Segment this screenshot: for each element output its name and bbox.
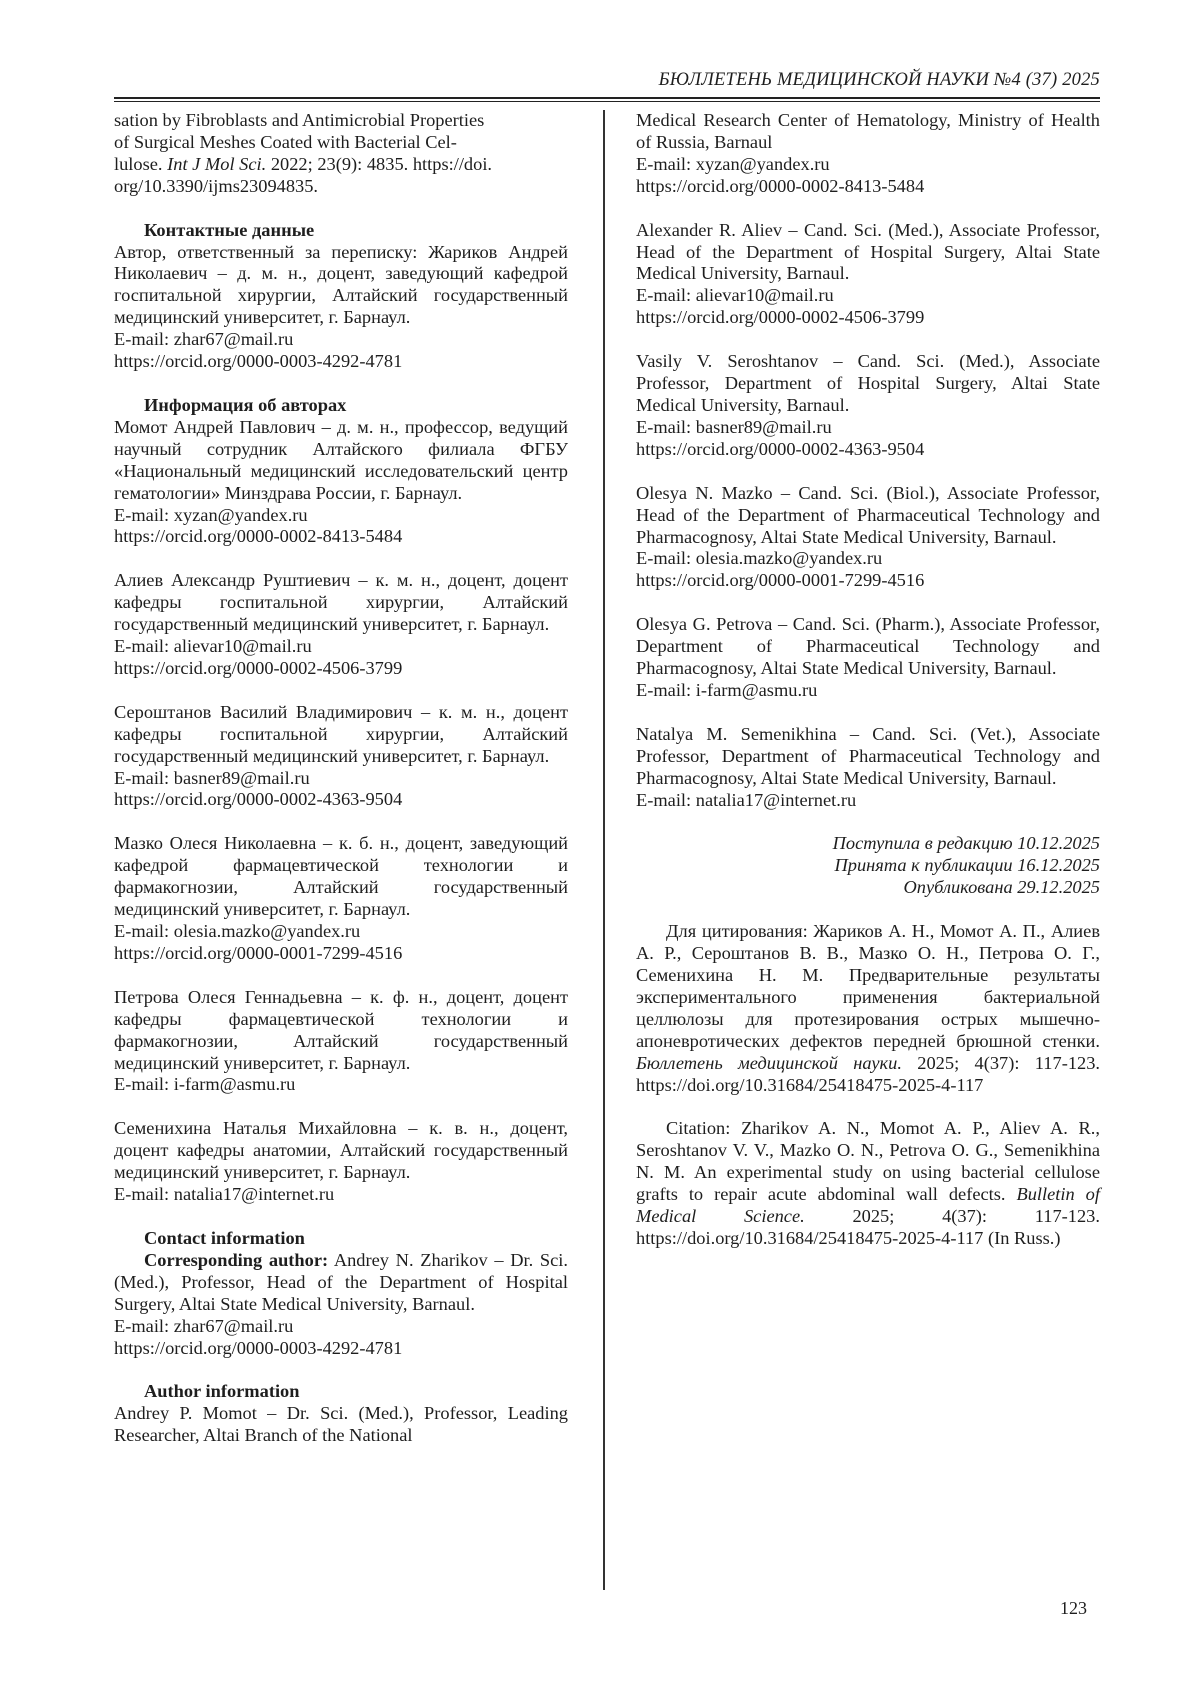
email-link[interactable]: E-mail: natalia17@internet.ru: [114, 1184, 335, 1205]
email-link[interactable]: E-mail: alievar10@mail.ru: [114, 636, 312, 657]
email-link[interactable]: E-mail: xyzan@yandex.ru: [636, 153, 830, 174]
author-text: Medical Research Center of Hematology, Ministry of Health of Russia, Barnaul: [636, 110, 1100, 152]
email-link[interactable]: E-mail: basner89@mail.ru: [114, 767, 310, 788]
received-date: Поступила в редакцию 10.12.2025: [832, 833, 1100, 854]
journal-header: БЮЛЛЕТЕНЬ МЕДИЦИНСКОЙ НАУКИ №4 (37) 2025: [658, 70, 1100, 90]
page-number: 123: [1060, 1598, 1087, 1618]
citation-text: Citation: Zharikov A. N., Momot A. P., Aliev A. R., Seroshtanov V. V., Mazko O. N., Petrova O. G., Semenikhina N. M. An experimental study on using bacterial cellulose grafts to repair acute abdominal wall defects.: [636, 1118, 1100, 1205]
orcid-link[interactable]: https://orcid.org/0000-0002-8413-5484: [636, 175, 925, 196]
orcid-link[interactable]: https://orcid.org/0000-0001-7299-4516: [114, 942, 403, 963]
author-en-entry: [636, 351, 1100, 461]
publication-dates: [636, 833, 1100, 899]
author-en-entry: [636, 110, 1100, 198]
email-link[interactable]: E-mail: zhar67@mail.ru: [114, 1315, 294, 1336]
reference-text[interactable]: 2022; 23(9): 4835. https://doi.: [270, 153, 493, 174]
email-link[interactable]: E-mail: i-farm@asmu.ru: [636, 679, 818, 700]
author-text: Natalya M. Semenikhina – Cand. Sci. (Vet.), Associate Professor, Department of Pharmaceutical Technology and Pharmacognosy, Altai State Medical University, Barnaul.: [636, 723, 1100, 788]
contact-ru-text: Автор, ответственный за переписку: Жариков Андрей Николаевич – д. м. н., доцент, заведующий кафедрой госпитальной хирургии, Алтайский государственный медицинский университет, г. Барнаул.: [114, 241, 568, 328]
author-ru-entry: [114, 987, 568, 1097]
author-text: Vasily V. Seroshtanov – Cand. Sci. (Med.), Associate Professor, Department of Hospital Surgery, Altai State Medical University, Barnaul.: [636, 351, 1100, 415]
author-info-en-section: [114, 1381, 568, 1447]
orcid-link[interactable]: https://orcid.org/0000-0001-7299-4516: [636, 570, 925, 591]
reference-text: lulose.: [114, 153, 163, 174]
author-text: Алиев Александр Руштиевич – к. м. н., доцент, доцент кафедры госпитальной хирургии, Алтайский государственный медицинский университет, г. Барнаул.: [114, 570, 568, 635]
citation-journal: Bulletin of Medical Science.: [636, 1184, 1100, 1227]
email-link[interactable]: E-mail: olesia.mazko@yandex.ru: [636, 548, 883, 569]
author-text: Семенихина Наталья Михайловна – к. в. н., доцент, доцент кафедры анатомии, Алтайский государственный медицинский университет, г. Барнаул.: [114, 1118, 568, 1183]
author-en-entry: [636, 614, 1100, 702]
orcid-link[interactable]: https://orcid.org/0000-0002-4506-3799: [636, 307, 925, 328]
orcid-link[interactable]: https://orcid.org/0000-0002-8413-5484: [114, 526, 403, 547]
published-date: Опубликована 29.12.2025: [903, 877, 1100, 898]
author-ru-entry: [114, 1118, 568, 1206]
orcid-link[interactable]: https://orcid.org/0000-0002-4363-9504: [636, 438, 925, 459]
reference-line: of Surgical Meshes Coated with Bacterial Cel-: [114, 131, 457, 152]
reference-line: sation by Fibroblasts and Antimicrobial Properties: [114, 110, 485, 130]
citation-text: Для цитирования: Жариков А. Н., Момот А. П., Алиев А. Р., Сероштанов В. В., Мазко О. Н., Петрова О. Г., Семенихина Н. М. Предварительные результаты экспериментального применения бактериальной целлюлозы для протезирования острых мышечно-апоневротических дефектов передней брюшной стенки.: [636, 921, 1100, 1051]
corresponding-label: Corresponding author:: [144, 1249, 329, 1270]
author-text: Olesya N. Mazko – Cand. Sci. (Biol.), Associate Professor, Head of the Department of Pharmaceutical Technology and Pharmacognosy, Altai State Medical University, Barnaul.: [636, 482, 1100, 547]
citation-ru: [636, 921, 1100, 1096]
contact-en-text: Andrey N. Zharikov – Dr. Sci. (Med.), Professor, Head of the Department of Hospital Surgery, Altai State Medical University, Barnaul.: [114, 1249, 568, 1314]
author-ru-entry: [114, 570, 568, 680]
reference-doi[interactable]: org/10.3390/ijms23094835.: [114, 175, 319, 196]
email-link[interactable]: E-mail: basner89@mail.ru: [636, 416, 832, 437]
author-text: Сероштанов Василий Владимирович – к. м. н., доцент кафедры госпитальной хирургии, Алтайский государственный медицинский университет, г. Барнаул.: [114, 701, 568, 766]
right-column: [636, 110, 1100, 1272]
email-link[interactable]: E-mail: natalia17@internet.ru: [636, 789, 857, 810]
left-column: [114, 110, 568, 1469]
column-divider: [603, 110, 605, 1590]
reference-journal: Int J Mol Sci.: [167, 153, 267, 174]
orcid-link[interactable]: https://orcid.org/0000-0002-4506-3799: [114, 657, 403, 678]
author-text: Alexander R. Aliev – Cand. Sci. (Med.), Associate Professor, Head of the Department of Hospital Surgery, Altai State Medical University, Barnaul.: [636, 219, 1100, 284]
section-heading: Информация об авторах: [144, 394, 347, 415]
section-heading: Author information: [144, 1381, 300, 1402]
author-text: Петрова Олеся Геннадьевна – к. ф. н., доцент, доцент кафедры фармацевтической технологии и фармакогнозии, Алтайский государственный медицинский университет, г. Барнаул.: [114, 986, 568, 1073]
orcid-link[interactable]: https://orcid.org/0000-0002-4363-9504: [114, 789, 403, 810]
contact-ru-section: [114, 220, 568, 373]
author-ru-entry: [114, 395, 568, 548]
header-rule: [114, 97, 1100, 102]
citation-doi[interactable]: 2025; 4(37): 117-123. https://doi.org/10.31684/25418475-2025-4-117 (In Russ.): [636, 1206, 1100, 1248]
orcid-link[interactable]: https://orcid.org/0000-0003-4292-4781: [114, 1337, 403, 1358]
author-text: Olesya G. Petrova – Cand. Sci. (Pharm.), Associate Professor, Department of Pharmaceutical Technology and Pharmacognosy, Altai State Medical University, Barnaul.: [636, 614, 1100, 679]
email-link[interactable]: E-mail: i-farm@asmu.ru: [114, 1074, 296, 1095]
email-link[interactable]: E-mail: alievar10@mail.ru: [636, 285, 834, 306]
citation-doi[interactable]: 2025; 4(37): 117-123. https://doi.org/10.31684/25418475-2025-4-117: [636, 1052, 1100, 1095]
email-link[interactable]: E-mail: olesia.mazko@yandex.ru: [114, 921, 361, 941]
email-link[interactable]: E-mail: xyzan@yandex.ru: [114, 504, 308, 525]
citation-en: [636, 1118, 1100, 1249]
orcid-link[interactable]: https://orcid.org/0000-0003-4292-4781: [114, 351, 403, 372]
accepted-date: Принята к публикации 16.12.2025: [834, 855, 1100, 876]
author-ru-entry: [114, 702, 568, 812]
section-heading: Contact information: [144, 1227, 305, 1248]
section-heading: Контактные данные: [144, 219, 315, 240]
email-link[interactable]: E-mail: zhar67@mail.ru: [114, 329, 294, 350]
citation-journal: Бюллетень медицинской науки.: [636, 1052, 902, 1073]
author-ru-entry: [114, 833, 568, 964]
author-en-entry: [636, 483, 1100, 593]
author-en-entry: [636, 724, 1100, 812]
contact-en-section: [114, 1228, 568, 1359]
author-text: Мазко Олеся Николаевна – к. б. н., доцент, заведующий кафедрой фармацевтической технологии и фармакогнозии, Алтайский государственный медицинский университет, г. Барнаул.: [114, 833, 568, 920]
author-en-entry: [636, 220, 1100, 330]
author-text: Момот Андрей Павлович – д. м. н., профессор, ведущий научный сотрудник Алтайского филиала ФГБУ «Национальный медицинский исследовательский центр гематологии» Минздрава России, г. Барнаул.: [114, 416, 568, 503]
reference-tail: [114, 110, 568, 198]
author-text: Andrey P. Momot – Dr. Sci. (Med.), Professor, Leading Researcher, Altai Branch of the National: [114, 1403, 568, 1446]
